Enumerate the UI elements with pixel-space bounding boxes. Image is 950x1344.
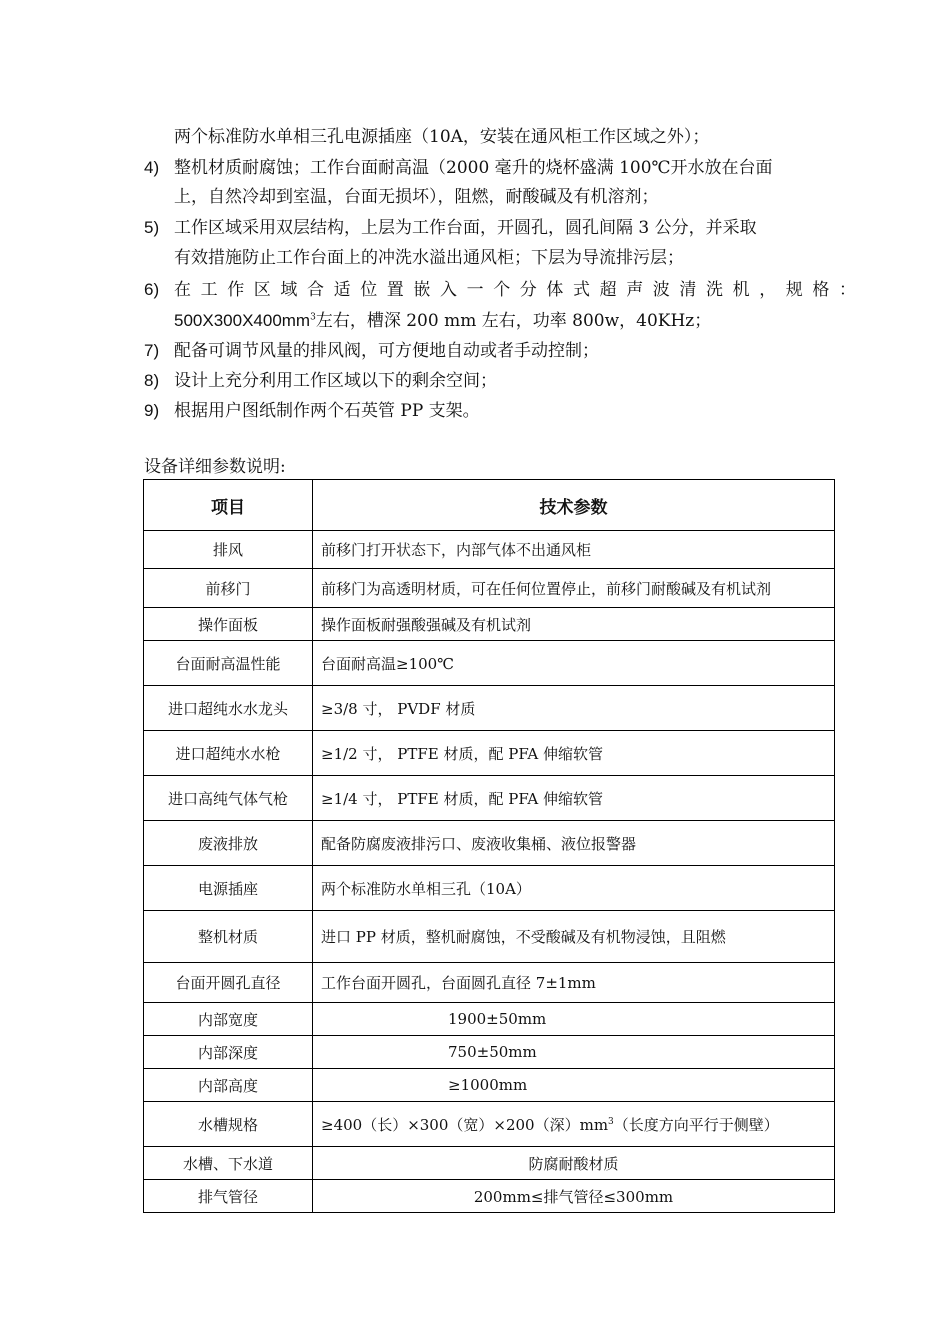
row-item: 前移门 [144, 569, 313, 608]
row-param: 台面耐高温≥100℃ [313, 641, 835, 686]
row-param: 200mm≤排气管径≤300mm [313, 1180, 835, 1213]
row-param: 两个标准防水单相三孔（10A） [313, 866, 835, 911]
table-row [144, 1069, 835, 1102]
table-header-row [144, 480, 835, 531]
table-row [144, 866, 835, 911]
row-item: 排气管径 [144, 1180, 313, 1213]
header-item: 项目 [144, 480, 313, 531]
row-param: 防腐耐酸材质 [313, 1147, 835, 1180]
row-item: 整机材质 [144, 911, 313, 963]
item-5-line-2: 有效措施防止工作台面上的冲洗水溢出通风柜；下层为导流排污层； [174, 248, 684, 268]
row-param [313, 1102, 835, 1147]
row-item: 内部深度 [144, 1036, 313, 1069]
item-6-superscript: 3 [310, 312, 316, 323]
item-5-number: 5) [144, 218, 160, 237]
item-9-number: 9) [144, 401, 160, 420]
table-row [144, 608, 835, 641]
tank-spec: ≥400（长）×300（宽）×200（深）mm [321, 1115, 609, 1134]
row-item: 操作面板 [144, 608, 313, 641]
row-item: 排风 [144, 531, 313, 569]
item-4-line-1: 整机材质耐腐蚀；工作台面耐高温（2000 毫升的烧杯盛满 100℃开水放在台面 [174, 158, 773, 178]
row-item: 废液排放 [144, 821, 313, 866]
item-7-text: 配备可调节风量的排风阀，可方便地自动或者手动控制； [174, 341, 599, 361]
table-row [144, 1003, 835, 1036]
row-item: 内部宽度 [144, 1003, 313, 1036]
table-caption: 设备详细参数说明: [144, 457, 286, 477]
row-item: 水槽、下水道 [144, 1147, 313, 1180]
row-item: 台面开圆孔直径 [144, 963, 313, 1003]
table-row [144, 963, 835, 1003]
row-item: 进口超纯水水龙头 [144, 686, 313, 731]
table-row [144, 1102, 835, 1147]
table-row [144, 776, 835, 821]
row-param: ≥1/4 寸， PTFE 材质，配 PFA 伸缩软管 [313, 776, 835, 821]
item-8-number: 8) [144, 371, 160, 390]
row-param: 750±50mm [313, 1036, 835, 1069]
table-row [144, 686, 835, 731]
table-row [144, 1180, 835, 1213]
item-6-line-2 [174, 310, 711, 332]
intro-line: 两个标准防水单相三孔电源插座（10A，安装在通风柜工作区域之外）； [174, 127, 710, 147]
row-param: ≥1/2 寸， PTFE 材质，配 PFA 伸缩软管 [313, 731, 835, 776]
row-param: 配备防腐废液排污口、废液收集桶、液位报警器 [313, 821, 835, 866]
row-param: 1900±50mm [313, 1003, 835, 1036]
table-row [144, 821, 835, 866]
table-row [144, 731, 835, 776]
item-6-line-1: 在工作区域合适位置嵌入一个分体式超声波清洗机，规格： [174, 280, 866, 300]
row-param: ≥3/8 寸， PVDF 材质 [313, 686, 835, 731]
row-param: ≥1000mm [313, 1069, 835, 1102]
item-4-number: 4) [144, 158, 160, 177]
item-9-text: 根据用户图纸制作两个石英管 PP 支架。 [174, 401, 480, 421]
table-row [144, 569, 835, 608]
item-5-line-1: 工作区域采用双层结构，上层为工作台面，开圆孔，圆孔间隔 3 公分，并采取 [174, 218, 757, 238]
row-param: 前移门为高透明材质，可在任何位置停止，前移门耐酸碱及有机试剂 [313, 569, 835, 608]
row-param: 工作台面开圆孔，台面圆孔直径 7±1mm [313, 963, 835, 1003]
row-item: 电源插座 [144, 866, 313, 911]
row-item: 进口超纯水水枪 [144, 731, 313, 776]
table-row [144, 911, 835, 963]
spec-table [143, 479, 835, 1213]
row-item: 进口高纯气体气枪 [144, 776, 313, 821]
item-6-dimensions: 500X300X400mm [174, 311, 311, 330]
tank-spec-note: （长度方向平行于侧壁） [613, 1115, 779, 1134]
table-row [144, 641, 835, 686]
row-item: 台面耐高温性能 [144, 641, 313, 686]
row-item: 内部高度 [144, 1069, 313, 1102]
item-4-line-2: 上，自然冷却到室温，台面无损坏），阻燃，耐酸碱及有机溶剂； [174, 187, 659, 207]
row-param: 前移门打开状态下，内部气体不出通风柜 [313, 531, 835, 569]
table-row [144, 1147, 835, 1180]
item-8-text: 设计上充分利用工作区域以下的剩余空间； [174, 371, 497, 391]
row-param: 进口 PP 材质，整机耐腐蚀，不受酸碱及有机物浸蚀，且阻燃 [313, 911, 835, 963]
header-param: 技术参数 [313, 480, 835, 531]
item-6-number: 6) [144, 280, 160, 299]
table-row [144, 1036, 835, 1069]
row-item: 水槽规格 [144, 1102, 313, 1147]
item-6-spec-rest: 左右，槽深 200 mm 左右，功率 800w，40KHz； [315, 311, 712, 331]
tank-spec-superscript: 3 [608, 1116, 614, 1127]
table-row [144, 531, 835, 569]
item-7-number: 7) [144, 341, 160, 360]
row-param: 操作面板耐强酸强碱及有机试剂 [313, 608, 835, 641]
